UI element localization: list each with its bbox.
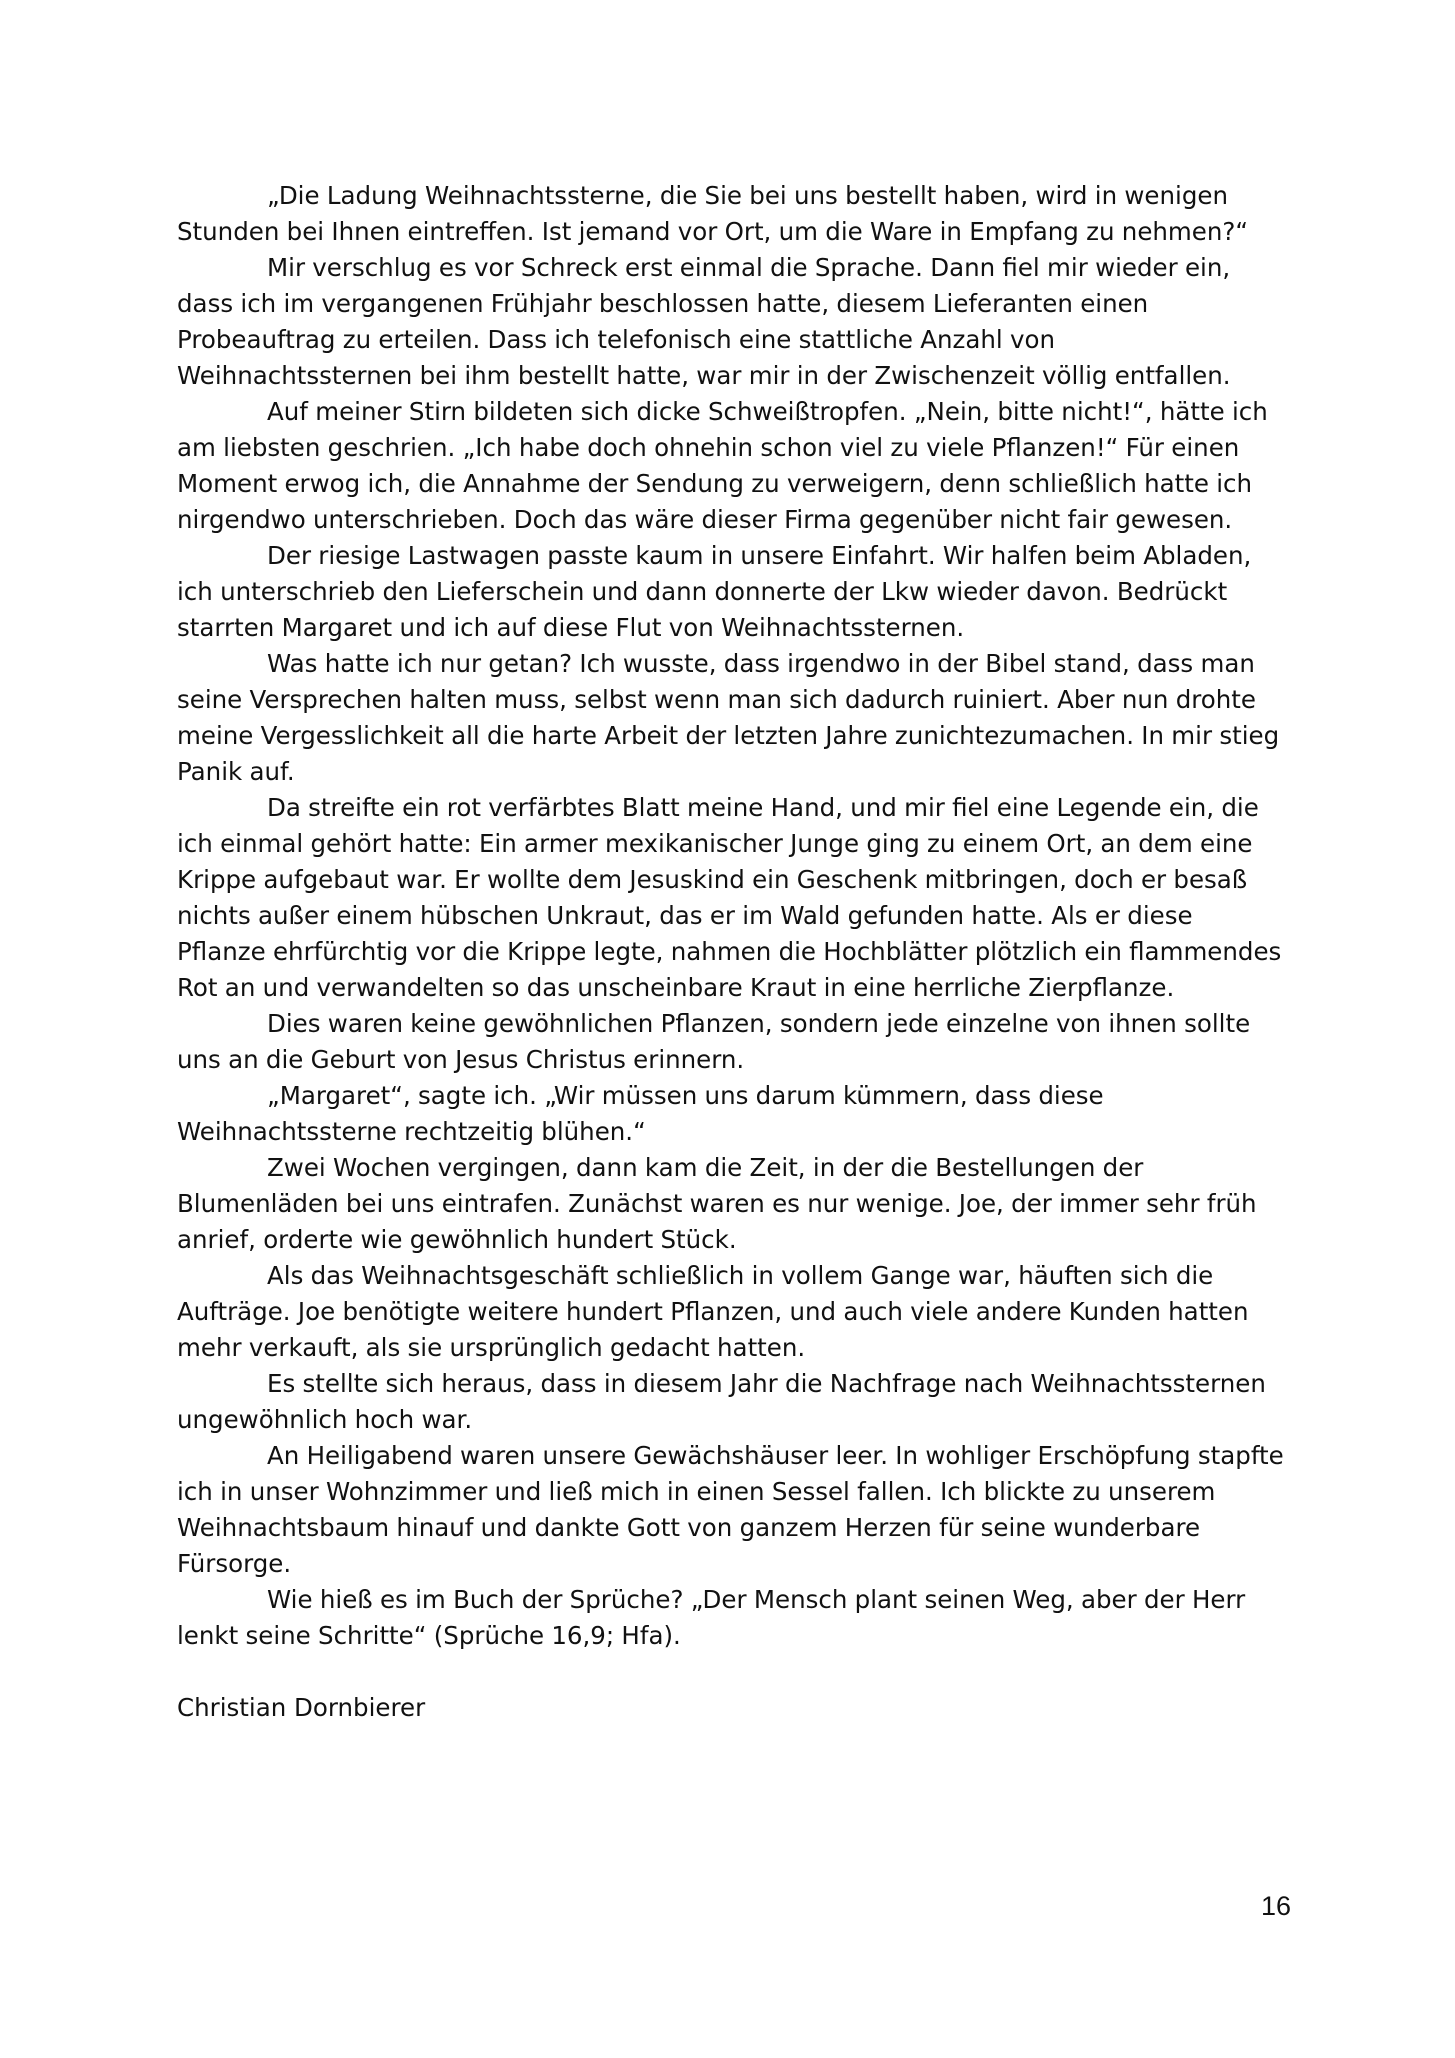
paragraph: Was hatte ich nur getan? Ich wusste, dass irgendwo in der Bibel stand, dass man seine Versprechen halten muss, selbst wenn man sich dadurch ruiniert. Aber nun drohte meine Vergesslichkeit all die harte Arbeit der letzten Jahre zunichtezumachen. In mir stieg Panik auf. — [177, 649, 1280, 786]
paragraph: Zwei Wochen vergingen, dann kam die Zeit, in der die Bestellungen der Blumenläden bei uns eintrafen. Zunächst waren es nur wenige. Joe, der immer sehr früh anrief, orderte wie gewöhnlich hundert Stück. — [177, 1153, 1257, 1254]
paragraph: Es stellte sich heraus, dass in diesem Jahr die Nachfrage nach Weihnachtssternen ungewöhnlich hoch war. — [177, 1369, 1266, 1434]
paragraph: Mir verschlug es vor Schreck erst einmal die Sprache. Dann fiel mir wieder ein, dass ich im vergangenen Frühjahr beschlossen hatte, diesem Lieferanten einen Probeauftrag zu erteilen. Dass ich telefonisch eine stattliche Anzahl von Weihnachtssternen bei ihm bestellt hatte, war mir in der Zwischenzeit völlig entfallen. — [177, 253, 1231, 390]
paragraph: Dies waren keine gewöhnlichen Pflanzen, sondern jede einzelne von ihnen sollte uns an die Geburt von Jesus Christus erinnern. — [177, 1009, 1251, 1074]
paragraph: Da streifte ein rot verfärbtes Blatt meine Hand, und mir fiel eine Legende ein, die ich einmal gehört hatte: Ein armer mexikanischer Junge ging zu einem Ort, an dem eine Krippe aufgebaut war. Er wollte dem Jesuskind ein Geschenk mitbringen, doch er besaß nichts außer einem hübschen Unkraut, das er im Wald gefunden hatte. Als er diese Pflanze ehrfürchtig vor die Krippe legte, nahmen die Hochblätter plötzlich ein flammendes Rot an und verwandelten so das unscheinbare Kraut in eine herrliche Zierpflanze. — [177, 793, 1282, 1002]
paragraph: An Heiligabend waren unsere Gewächshäuser leer. In wohliger Erschöpfung stapfte ich in unser Wohnzimmer und ließ mich in einen Sessel fallen. Ich blickte zu unserem Weihnachtsbaum hinauf und dankte Gott von ganzem Herzen für seine wunderbare Fürsorge. — [177, 1441, 1284, 1578]
paragraph: Als das Weihnachtsgeschäft schließlich in vollem Gange war, häuften sich die Aufträge. Joe benötigte weitere hundert Pflanzen, und auch viele andere Kunden hatten mehr verkauft, als sie ursprünglich gedacht hatten. — [177, 1261, 1249, 1362]
paragraph: Auf meiner Stirn bildeten sich dicke Schweißtropfen. „Nein, bitte nicht!“, hätte ich am liebsten geschrien. „Ich habe doch ohnehin schon viel zu viele Pflanzen!“ Für einen Moment erwog ich, die Annahme der Sendung zu verweigern, denn schließlich hatte ich nirgendwo unterschrieben. Doch das wäre dieser Firma gegenüber nicht fair gewesen. — [177, 397, 1268, 534]
author-name: Christian Dornbierer — [177, 1693, 426, 1722]
paragraph: Wie hieß es im Buch der Sprüche? „Der Mensch plant seinen Weg, aber der Herr lenkt seine Schritte“ (Sprüche 16,9; Hfa). — [177, 1585, 1246, 1650]
paragraph: Der riesige Lastwagen passte kaum in unsere Einfahrt. Wir halfen beim Abladen, ich unterschrieb den Lieferschein und dann donnerte der Lkw wieder davon. Bedrückt starrten Margaret und ich auf diese Flut von Weihnachtssternen. — [177, 541, 1252, 642]
page-number: 16 — [1260, 1891, 1291, 1921]
paragraph: „Margaret“, sagte ich. „Wir müssen uns darum kümmern, dass diese Weihnachtssterne rechtzeitig blühen.“ — [177, 1081, 1104, 1146]
story-text — [177, 178, 1285, 1726]
paragraph: „Die Ladung Weihnachtssterne, die Sie bei uns bestellt haben, wird in wenigen Stunden bei Ihnen eintreffen. Ist jemand vor Ort, um die Ware in Empfang zu nehmen?“ — [177, 181, 1249, 246]
